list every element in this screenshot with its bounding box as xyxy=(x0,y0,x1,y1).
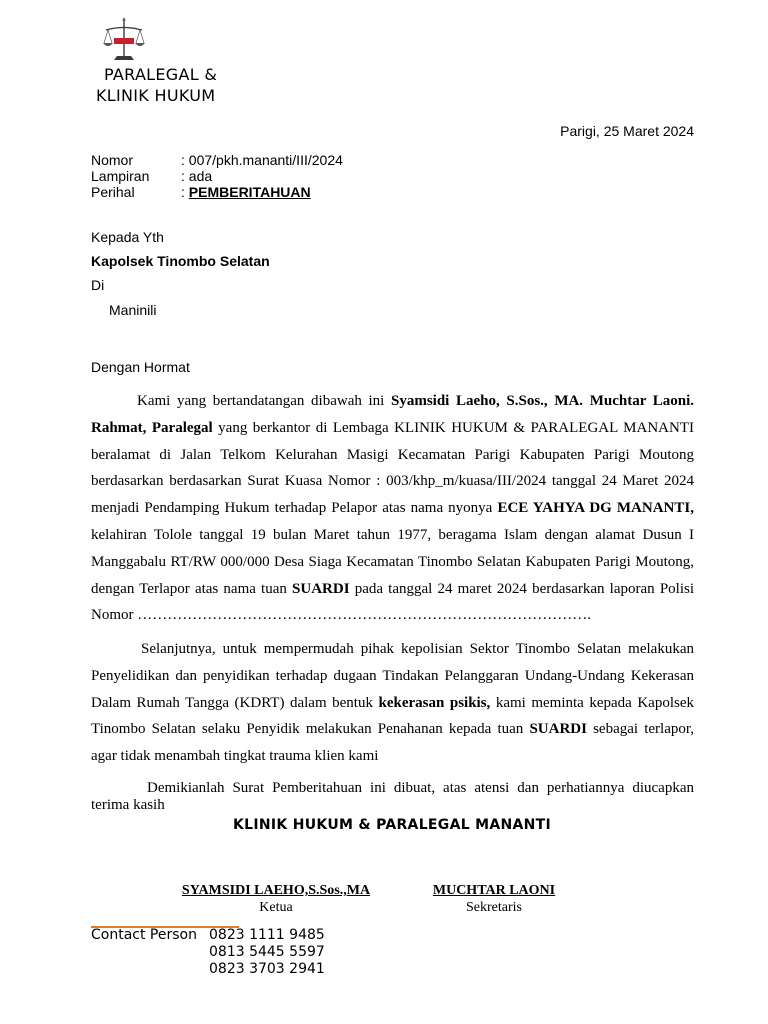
signatory-role: Ketua xyxy=(259,900,293,915)
p1-bold-names: Syamsidi Laeho, S.Sos., MA. Muchtar Laoni. Rahmat, Paralegal xyxy=(91,393,695,436)
body-paragraph-1 xyxy=(91,388,694,629)
recipient-place: Maninili xyxy=(109,302,157,318)
body-paragraph-2 xyxy=(91,636,694,770)
nomor-value: : 007/pkh.mananti/III/2024 xyxy=(181,152,343,168)
signatory-role: Sekretaris xyxy=(466,900,522,915)
lampiran-label: Lampiran xyxy=(91,168,150,184)
p1-text-3: kelahiran Tolole tanggal 19 bulan Maret tahun 1977, beragama Islam dengan alamat Dusun I Manggabalu RT/RW 000/000 Desa Siaga Kecamatan Tinombo Selatan Kabupaten Parigi Moutong, dengan Terlapor atas nama tuan xyxy=(91,526,694,597)
org-name-line1: PARALEGAL & xyxy=(104,65,218,84)
p1-text-4: pada tanggal 24 maret 2024 berdasarkan laporan Polisi Nomor ………………………………………………………………………………. xyxy=(91,580,694,624)
p2-bold-reported: SUARDI xyxy=(529,721,587,738)
recipient-kepada: Kepada Yth xyxy=(91,229,164,245)
letter-date: Parigi, 25 Maret 2024 xyxy=(560,123,694,139)
nomor-label: Nomor xyxy=(91,152,134,168)
recipient-name: Kapolsek Tinombo Selatan xyxy=(91,253,270,269)
signature-org: KLINIK HUKUM & PARALEGAL MANANTI xyxy=(233,817,551,833)
p1-text-2: yang berkantor di Lembaga KLINIK HUKUM & PARALEGAL MANANTI beralamat di Jalan Telkom Kelurahan Masigi Kecamatan Parigi Kabupaten Parigi Moutong berdasarkan berdasarkan Surat Kuasa Nomor : 003/khp_m/kuasa/III/2024 tanggal 24 Maret 2024 menjadi Pendamping Hukum terhadap Pelapor atas nama nyonya xyxy=(91,419,694,517)
contact-phone: 0823 3703 2941 xyxy=(209,961,325,977)
p2-text-2: kami meminta kepada Kapolsek Tinombo Selatan selaku Penyidik melakukan Penahanan kepada tuan xyxy=(91,694,694,738)
perihal-prefix: : xyxy=(181,184,189,200)
p2-bold-violence: kekerasan psikis, xyxy=(378,694,491,711)
contact-phone: 0823 1111 9485 xyxy=(209,927,325,943)
perihal-value: PEMBERITAHUAN xyxy=(188,184,311,200)
p1-text-1: Kami yang bertandatangan dibawah ini xyxy=(137,393,391,409)
recipient-di: Di xyxy=(91,277,105,293)
perihal-label: Perihal xyxy=(91,184,135,200)
signature-sekretaris xyxy=(414,882,574,916)
contact-phone: 0813 5445 5597 xyxy=(209,944,325,960)
perihal-row xyxy=(91,184,311,200)
nomor-row xyxy=(91,152,343,168)
lampiran-value: : ada xyxy=(181,168,213,184)
org-name-line2: KLINIK HUKUM xyxy=(96,86,216,105)
scales-of-justice-logo-icon xyxy=(102,16,146,64)
contact-person-label: Contact Person xyxy=(91,927,197,943)
lampiran-row xyxy=(91,168,212,184)
salutation: Dengan Hormat xyxy=(91,359,190,375)
signatory-name: MUCHTAR LAONI xyxy=(432,883,556,898)
body-paragraph-closing: Demikianlah Surat Pemberitahuan ini dibuat, atas atensi dan perhatiannya diucapkan terima kasih xyxy=(91,780,694,813)
p2-text-1: Selanjutnya, untuk mempermudah pihak kepolisian Sektor Tinombo Selatan melakukan Penyelidikan dan penyidikan terhadap dugaan Tindakan Pelanggaran Undang-Undang Kekerasan Dalam Rumah Tangga (KDRT) dalam bentuk xyxy=(91,641,694,711)
p1-bold-client: ECE YAHYA DG MANANTI, xyxy=(497,500,694,517)
p1-bold-reported: SUARDI xyxy=(292,580,350,597)
signatory-name: SYAMSIDI LAEHO,S.Sos.,MA xyxy=(181,883,371,898)
signature-ketua xyxy=(176,882,376,916)
p2-text-3: sebagai terlapor, agar tidak menambah tingkat trauma klien kami xyxy=(91,721,694,765)
